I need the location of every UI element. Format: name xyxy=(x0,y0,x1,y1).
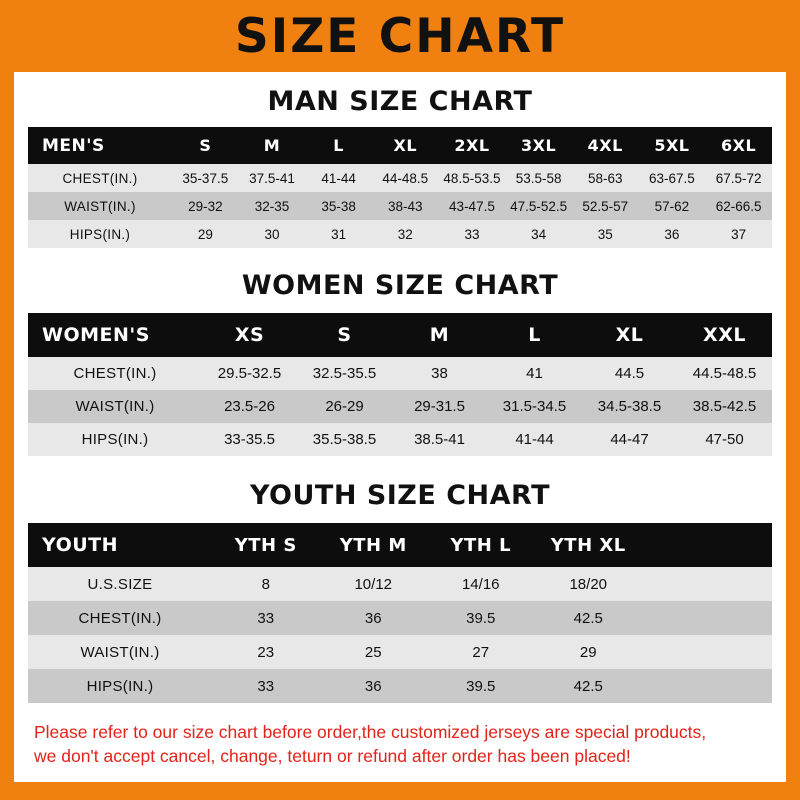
women-header-l: L xyxy=(528,324,541,346)
youth-size-section xyxy=(14,480,786,703)
men-row1-c2: 32-35 xyxy=(254,198,290,214)
women-row2-c5: 44-47 xyxy=(610,431,649,448)
order-notice-line-1: Please refer to our size chart before order,the customized jerseys are special products, xyxy=(34,722,707,742)
youth-row2-c3: 27 xyxy=(472,643,490,661)
men-row1-c3: 35-38 xyxy=(321,198,356,214)
men-header-5xl: 5XL xyxy=(654,136,690,155)
youth-row1-c3: 39.5 xyxy=(466,609,496,627)
men-row1-c9: 62-66.5 xyxy=(715,198,762,214)
order-notice-line-2: we don't accept cancel, change, teturn or refund after order has been placed! xyxy=(34,745,631,766)
men-row2-c5: 33 xyxy=(464,226,480,242)
men-row1-c8: 57-62 xyxy=(654,198,690,214)
men-row0-c7: 58-63 xyxy=(588,170,623,186)
youth-row2-c4: 29 xyxy=(579,643,597,661)
youth-row0-c1: 8 xyxy=(261,575,270,593)
men-row0-c6: 53.5-58 xyxy=(515,170,562,186)
men-row2-c8: 36 xyxy=(664,226,680,242)
youth-row0-c3: 14/16 xyxy=(461,575,500,593)
youth-header-m: YTH M xyxy=(339,534,407,556)
women-table-header xyxy=(28,313,772,357)
men-header-6xl: 6XL xyxy=(721,136,757,155)
men-table-body xyxy=(28,164,772,248)
youth-section-title: YOUTH SIZE CHART xyxy=(249,480,551,511)
youth-row1-c2: 36 xyxy=(364,609,382,627)
men-row2-c2: 30 xyxy=(264,226,280,242)
order-notice xyxy=(34,721,766,768)
table-row xyxy=(28,390,772,423)
women-header-xs: XS xyxy=(234,324,265,346)
men-row0-c4: 44-48.5 xyxy=(382,170,429,186)
youth-row1-spacer xyxy=(642,601,772,635)
table-row xyxy=(28,567,772,601)
men-row2-c1: 29 xyxy=(197,226,213,242)
table-row xyxy=(28,669,772,703)
men-header-3xl: 3XL xyxy=(521,136,557,155)
men-table-header xyxy=(28,127,772,164)
women-row2-c4: 41-44 xyxy=(515,431,554,448)
table-header-row xyxy=(28,127,772,164)
page-title: SIZE CHART xyxy=(234,8,566,64)
youth-row3-label: HIPS(IN.) xyxy=(86,677,154,695)
youth-header-s: YTH S xyxy=(234,534,297,556)
men-row0-c2: 37.5-41 xyxy=(249,170,295,186)
men-header-m: M xyxy=(263,136,281,155)
women-row2-c6: 47-50 xyxy=(705,431,744,448)
table-row xyxy=(28,220,772,248)
women-table-body xyxy=(28,357,772,456)
table-row xyxy=(28,601,772,635)
women-row0-c1: 29.5-32.5 xyxy=(217,365,282,382)
men-row0-c9: 67.5-72 xyxy=(715,170,762,186)
youth-row3-c1: 33 xyxy=(257,677,275,695)
table-row xyxy=(28,635,772,669)
men-row1-label: WAIST(IN.) xyxy=(64,198,136,214)
youth-row3-c4: 42.5 xyxy=(573,677,603,695)
women-row2-c3: 38.5-41 xyxy=(414,431,465,448)
header-band xyxy=(0,0,800,72)
women-row0-c6: 44.5-48.5 xyxy=(692,365,757,382)
youth-row3-c3: 39.5 xyxy=(466,677,496,695)
table-header-row xyxy=(28,313,772,357)
men-row2-c6: 34 xyxy=(531,226,547,242)
youth-header-xl: YTH XL xyxy=(550,534,626,556)
men-header-l: L xyxy=(333,136,344,155)
table-row xyxy=(28,192,772,220)
men-header-s: S xyxy=(199,136,212,155)
youth-row2-spacer xyxy=(642,635,772,669)
women-header-xl: XL xyxy=(615,324,644,346)
men-size-table xyxy=(28,127,772,248)
youth-row2-c1: 23 xyxy=(257,643,275,661)
women-row1-c6: 38.5-42.5 xyxy=(692,398,757,415)
women-row2-c2: 35.5-38.5 xyxy=(312,431,377,448)
man-section-title: MAN SIZE CHART xyxy=(267,86,533,117)
women-row0-c2: 32.5-35.5 xyxy=(312,365,377,382)
table-row xyxy=(28,423,772,456)
women-header-xxl: XXL xyxy=(703,324,746,346)
men-row2-c3: 31 xyxy=(331,226,347,242)
women-row0-c3: 38 xyxy=(431,365,448,382)
men-row2-c7: 35 xyxy=(597,226,613,242)
men-row0-c3: 41-44 xyxy=(321,170,356,186)
men-row0-c5: 48.5-53.5 xyxy=(443,170,501,186)
youth-row2-label: WAIST(IN.) xyxy=(80,643,160,661)
youth-header-label: YOUTH xyxy=(42,534,119,556)
youth-table-header xyxy=(28,523,772,567)
men-row0-c8: 63-67.5 xyxy=(649,170,695,186)
women-row0-c5: 44.5 xyxy=(614,365,645,382)
men-header-4xl: 4XL xyxy=(587,136,623,155)
men-row1-c1: 29-32 xyxy=(188,198,223,214)
men-row0-label: CHEST(IN.) xyxy=(62,170,138,186)
youth-header-spacer xyxy=(642,523,772,567)
youth-row0-label: U.S.SIZE xyxy=(87,575,153,593)
women-row1-c5: 34.5-38.5 xyxy=(597,398,662,415)
women-header-s: S xyxy=(337,324,352,346)
table-header-row xyxy=(28,523,772,567)
youth-row1-c1: 33 xyxy=(257,609,275,627)
women-header-m: M xyxy=(429,324,450,346)
men-header-2xl: 2XL xyxy=(454,136,490,155)
youth-row1-c4: 42.5 xyxy=(573,609,603,627)
women-row2-c1: 33-35.5 xyxy=(224,431,275,448)
women-size-section xyxy=(14,270,786,456)
men-row2-c9: 37 xyxy=(731,226,747,242)
youth-row2-c2: 25 xyxy=(364,643,382,661)
women-size-table xyxy=(28,313,772,456)
men-row2-label: HIPS(IN.) xyxy=(69,226,131,242)
youth-row0-spacer xyxy=(642,567,772,601)
women-row1-c4: 31.5-34.5 xyxy=(502,398,567,415)
women-row1-c1: 23.5-26 xyxy=(224,398,275,415)
women-row0-label: CHEST(IN.) xyxy=(73,365,157,382)
men-header-label: MEN'S xyxy=(42,135,105,156)
footer-band xyxy=(0,782,800,800)
men-header-xl: XL xyxy=(393,136,418,155)
men-row2-c4: 32 xyxy=(397,226,413,242)
youth-row3-c2: 36 xyxy=(364,677,382,695)
women-row1-c3: 29-31.5 xyxy=(414,398,465,415)
men-row1-c4: 38-43 xyxy=(388,198,423,214)
table-row xyxy=(28,164,772,192)
men-row1-c5: 43-47.5 xyxy=(449,198,495,214)
youth-table-body xyxy=(28,567,772,703)
man-size-section xyxy=(14,86,786,248)
men-row0-c1: 35-37.5 xyxy=(182,170,229,186)
table-row xyxy=(28,357,772,390)
women-row0-c4: 41 xyxy=(526,365,543,382)
youth-row0-c2: 10/12 xyxy=(354,575,393,593)
women-section-title: WOMEN SIZE CHART xyxy=(241,270,559,301)
women-row1-label: WAIST(IN.) xyxy=(75,398,155,415)
women-row1-c2: 26-29 xyxy=(325,398,364,415)
youth-row1-label: CHEST(IN.) xyxy=(78,609,162,627)
women-row2-label: HIPS(IN.) xyxy=(81,431,149,448)
youth-header-l: YTH L xyxy=(450,534,512,556)
youth-size-table xyxy=(28,523,772,703)
men-row1-c6: 47.5-52.5 xyxy=(510,198,568,214)
youth-row0-c4: 18/20 xyxy=(569,575,608,593)
youth-row3-spacer xyxy=(642,669,772,703)
women-header-label: WOMEN'S xyxy=(42,324,150,346)
men-row1-c7: 52.5-57 xyxy=(582,198,629,214)
